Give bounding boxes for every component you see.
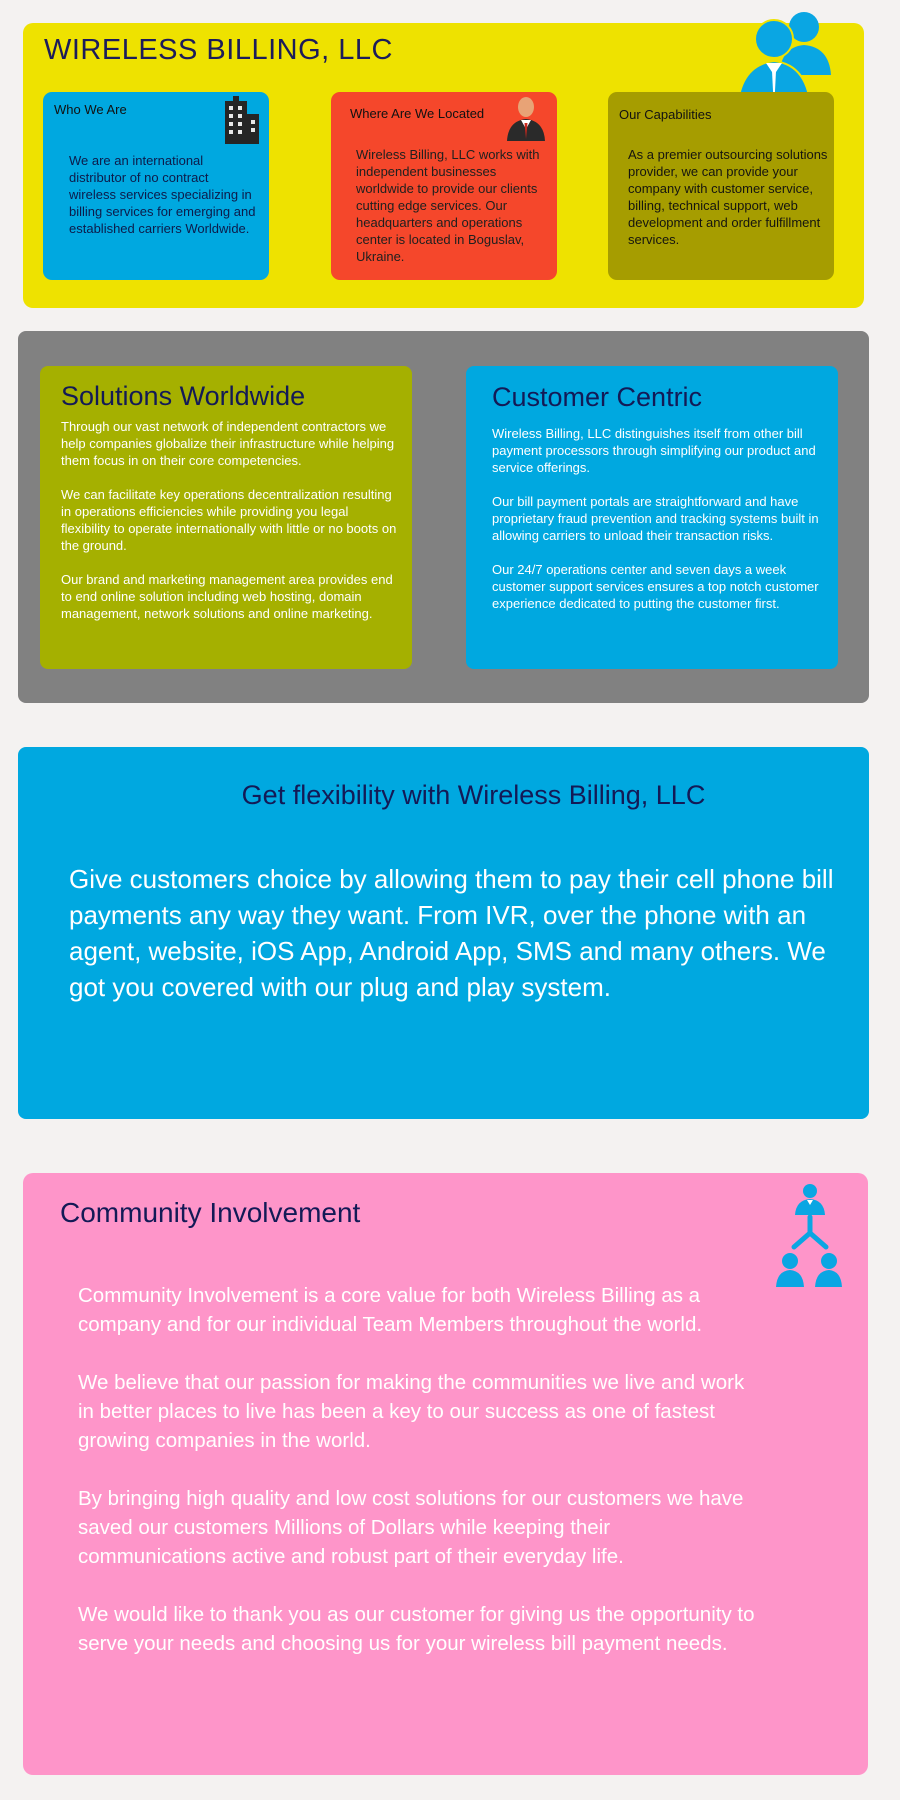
features-section [18, 331, 869, 703]
who-we-are-text: We are an international distributor of no contract wireless services specializing in billing services for emerging and established carriers Worldwide. [69, 153, 256, 236]
paragraph: We can facilitate key operations decentralization resulting in operations efficiencies while providing you legal flexibility to operate internationally with little or no boots on the ground. [61, 487, 397, 553]
company-title: WIRELESS BILLING, LLC [44, 34, 393, 66]
who-we-are-title: Who We Are [54, 102, 127, 117]
solutions-worldwide-text [61, 418, 401, 639]
flexibility-section [18, 747, 869, 1119]
paragraph: Our bill payment portals are straightforward and have proprietary fraud prevention and tracking systems built in allowing carriers to unload their transaction risks. [492, 494, 819, 543]
where-located-text: Wireless Billing, LLC works with independent businesses worldwide to provide our clients cutting edge services. Our headquarters and operations center is located in Boguslav, Ukraine. [356, 147, 540, 264]
customer-centric-text [492, 425, 822, 629]
capabilities-text: As a premier outsourcing solutions provider, we can provide your company with customer service, billing, technical support, web development and order fulfillment services. [628, 147, 828, 247]
paragraph: We would like to thank you as our customer for giving us the opportunity to serve your needs and choosing us for your wireless bill payment needs. [78, 1603, 755, 1655]
flexibility-heading: Get flexibility with Wireless Billing, LLC [241, 780, 706, 810]
paragraph: We believe that our passion for making the communities we live and work in better places to live has been a key to our success as one of fastest growing companies in the world. [78, 1371, 745, 1452]
where-located-card [331, 92, 557, 280]
paragraph: Our brand and marketing management area provides end to end online solution including web hosting, domain management, network solutions and online marketing. [61, 572, 393, 621]
flexibility-text: Give customers choice by allowing them to pay their cell phone bill payments any way they want. From IVR, over the phone with an agent, website, iOS App, Android App, SMS and many others. We got you covered with our plug and play system. [69, 864, 834, 1002]
customer-centric-card [466, 366, 838, 669]
who-we-are-card [43, 92, 269, 280]
customer-centric-title: Customer Centric [492, 382, 703, 412]
community-text [78, 1281, 758, 1687]
capabilities-title: Our Capabilities [619, 107, 712, 122]
community-heading: Community Involvement [60, 1197, 361, 1228]
paragraph: By bringing high quality and low cost solutions for our customers we have saved our customers Millions of Dollars while keeping their communications active and robust part of their everyday life. [78, 1487, 744, 1568]
header-section [23, 23, 864, 308]
paragraph: Our 24/7 operations center and seven days a week customer support services ensures a top notch customer experience dedicated to putting the customer first. [492, 562, 819, 611]
where-located-title: Where Are We Located [350, 106, 485, 121]
community-section [23, 1173, 868, 1775]
capabilities-card [608, 92, 834, 280]
paragraph: Through our vast network of independent contractors we help companies globalize their infrastructure while helping them focus in on their core competencies. [61, 419, 395, 468]
paragraph: Wireless Billing, LLC distinguishes itself from other bill payment processors through simplifying our product and service offerings. [492, 426, 816, 475]
solutions-worldwide-card [40, 366, 412, 669]
paragraph: Community Involvement is a core value for both Wireless Billing as a company and for our individual Team Members throughout the world. [78, 1284, 703, 1336]
solutions-worldwide-title: Solutions Worldwide [61, 381, 306, 411]
building-icon [221, 96, 259, 144]
person-icon [506, 95, 546, 141]
network-icon [776, 1183, 842, 1291]
